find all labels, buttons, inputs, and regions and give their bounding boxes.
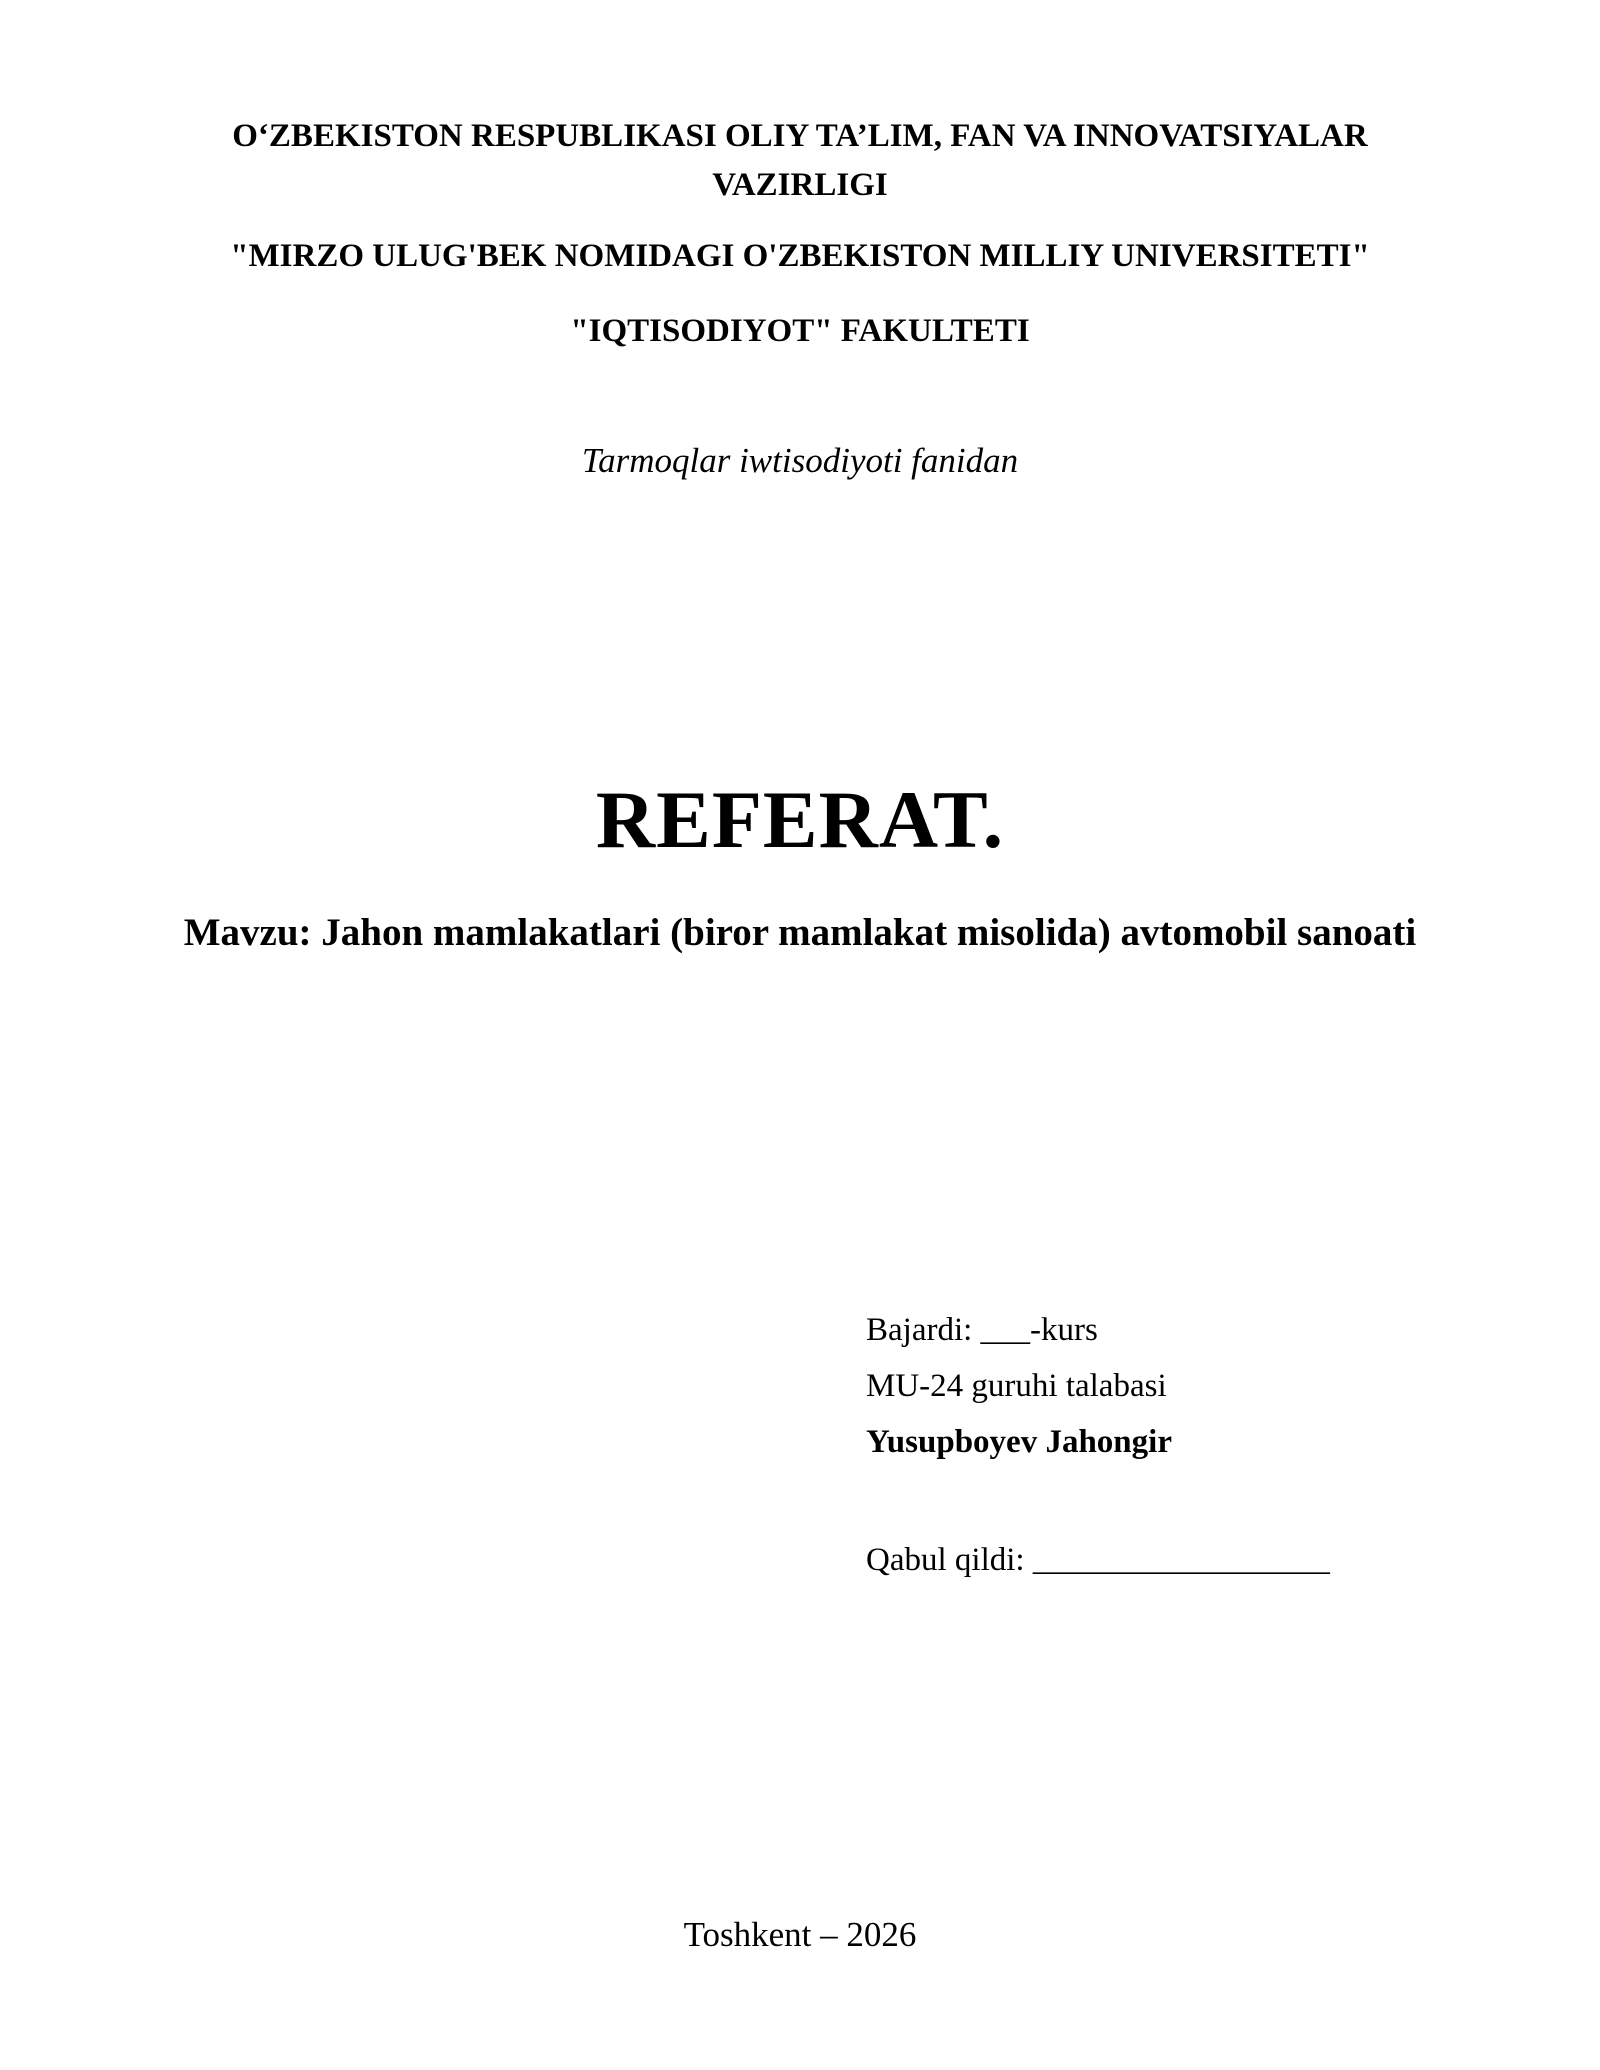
author-group: MU-24 guruhi talabasi (866, 1368, 1167, 1404)
document-title: REFERAT. (595, 774, 1005, 865)
city-year-footer: Toshkent – 2026 (683, 1915, 917, 1954)
ministry-heading (0, 112, 1600, 210)
topic-line: Mavzu: Jahon mamlakatlari (biror mamlakat misolida) avtomobil sanoati (183, 911, 1417, 954)
author-course: Bajardi: ___-kurs (866, 1312, 1098, 1348)
accepted-by-line: Qabul qildi: __________________ (866, 1542, 1330, 1578)
author-name: Yusupboyev Jahongir (866, 1424, 1172, 1460)
faculty-name: "IQTISODIYOT" FAKULTETI (570, 313, 1030, 349)
subject-line: Tarmoqlar iwtisodiyoti fanidan (581, 441, 1019, 480)
ministry-heading-line2: VAZIRLIGI (712, 167, 888, 203)
ministry-heading-line1: O‘ZBEKISTON RESPUBLIKASI OLIY TA’LIM, FAN VA INNOVATSIYALAR (232, 118, 1368, 154)
university-name: "MIRZO ULUG'BEK NOMIDAGI O'ZBEKISTON MILLIY UNIVERSITETI" (230, 238, 1370, 274)
